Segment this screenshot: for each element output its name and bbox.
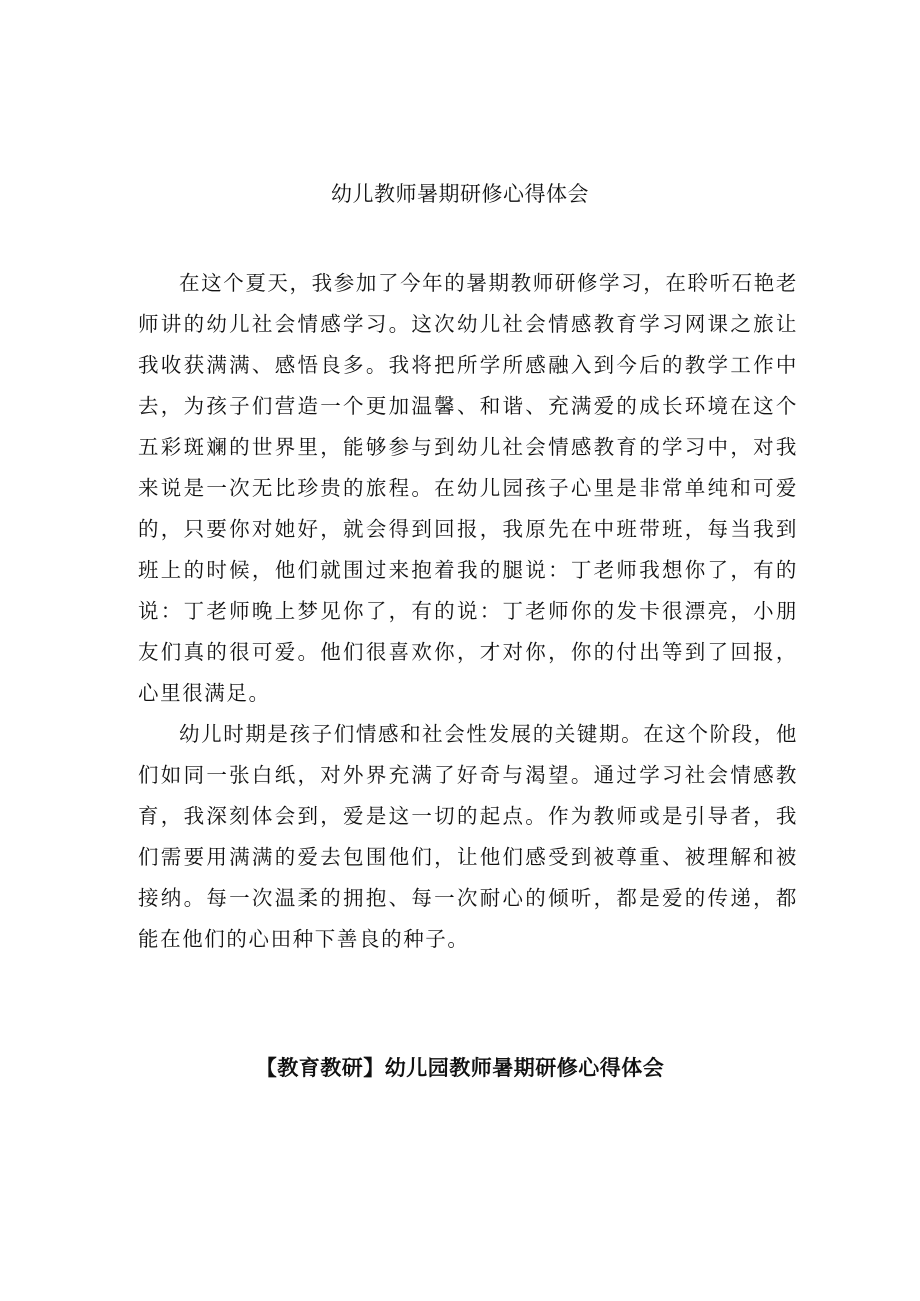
paragraph: 在这个夏天，我参加了今年的暑期教师研修学习，在聆听石艳老师讲的幼儿社会情感学习。这次幼儿社会情感教育学习网课之旅让我收获满满、感悟良多。我将把所学所感融入到今后的教学工作中去，为孩子们营造一个更加温馨、和谐、充满爱的成长环境在这个五彩斑斓的世界里，能够参与到幼儿社会情感教育的学习中，对我来说是一次无比珍贵的旅程。在幼儿园孩子心里是非常单纯和可爱的，只要你对她好，就会得到回报，我原先在中班带班，每当我到班上的时候，他们就围过来抱着我的腿说：丁老师我想你了，有的说：丁老师晚上梦见你了，有的说：丁老师你的发卡很漂亮，小朋友们真的很可爱。他们很喜欢你，才对你，你的付出等到了回报，心里很满足。 xyxy=(138,271,798,705)
document-title: 幼儿教师暑期研修心得体会 xyxy=(331,182,589,206)
document-body xyxy=(138,263,798,960)
paragraph: 幼儿时期是孩子们情感和社会性发展的关键期。在这个阶段，他们如同一张白纸，对外界充满了好奇与渴望。通过学习社会情感教育，我深刻体会到，爱是这一切的起点。作为教师或是引导者，我们需要用满满的爱去包围他们，让他们感受到被尊重、被理解和被接纳。每一次温柔的拥抱、每一次耐心的倾听，都是爱的传递，都能在他们的心田种下善良的种子。 xyxy=(138,722,798,951)
next-article-title: 【教育教研】幼儿园教师暑期研修心得体会 xyxy=(255,1056,665,1080)
